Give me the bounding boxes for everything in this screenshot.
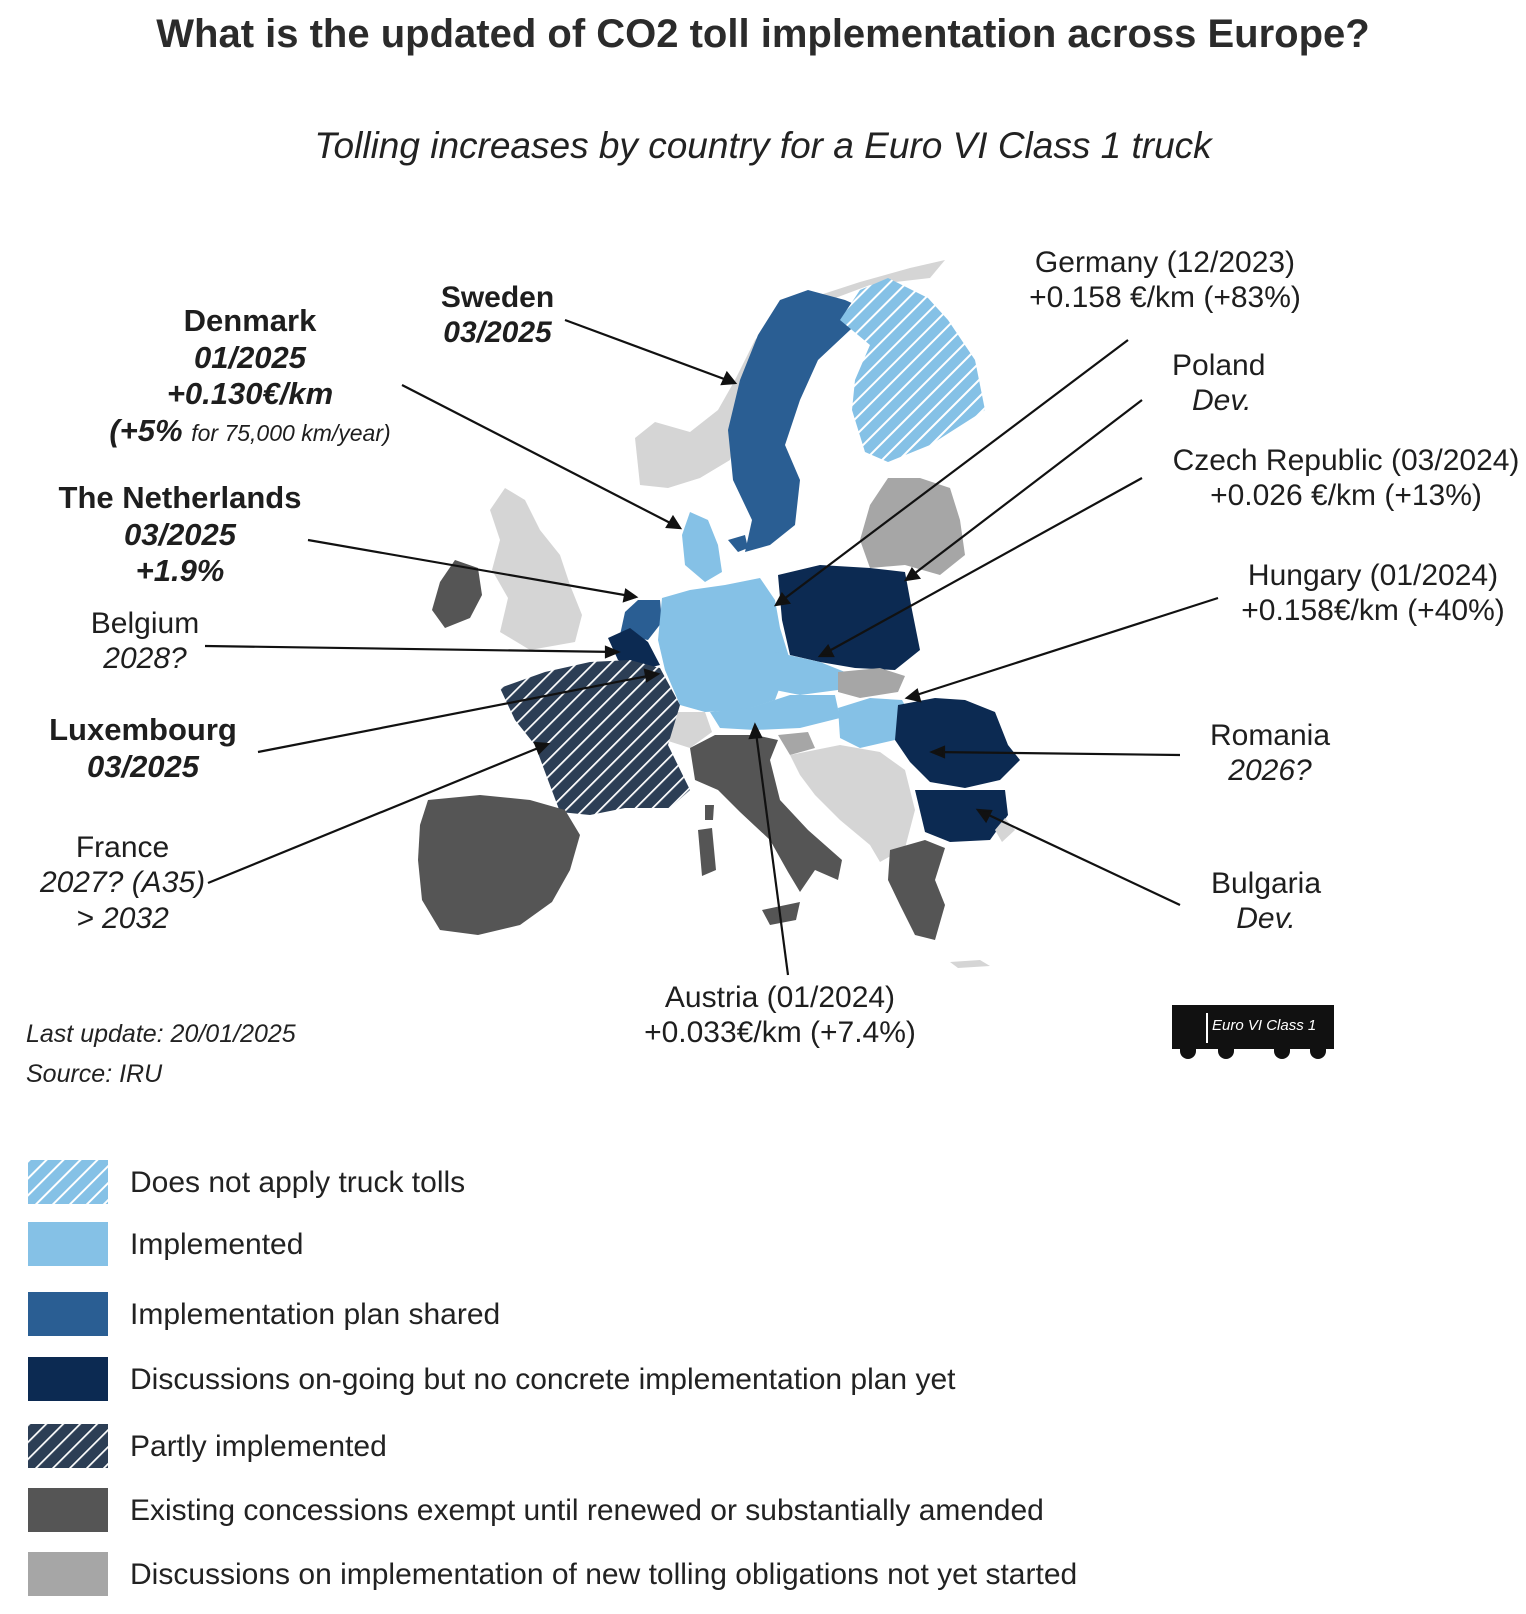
hungary-increase: +0.158€/km (+40%): [1241, 594, 1505, 628]
france-line1: 2027? (A35): [39, 866, 206, 900]
austria-increase: +0.033€/km (+7.4%): [644, 1016, 916, 1050]
denmark-name: Denmark: [183, 303, 317, 338]
bulgaria-shape: [915, 790, 1008, 842]
netherlands-name: The Netherlands: [58, 480, 302, 515]
label-romania: [1200, 718, 1340, 789]
leader-sweden: [565, 320, 735, 383]
greece-shape: [888, 840, 945, 940]
legend-item-no-tolls: [28, 1160, 1428, 1206]
label-poland: [1172, 348, 1312, 419]
legend-swatch-partly: [28, 1424, 108, 1468]
sardinia-shape: [698, 828, 716, 876]
legend-swatch-implemented: [28, 1222, 108, 1266]
bulgaria-date: Dev.: [1236, 902, 1296, 936]
poland-shape: [778, 565, 920, 670]
last-update: Last update: 20/01/2025: [26, 1020, 296, 1048]
source: Source: IRU: [26, 1060, 163, 1088]
label-france: [30, 830, 215, 936]
denmark-note-pct: (+5%: [109, 412, 183, 448]
ireland-shape: [432, 560, 482, 628]
legend-label-no-tolls: Does not apply truck tolls: [130, 1166, 466, 1199]
netherlands-increase: +1.9%: [135, 553, 225, 589]
denmark-islands-shape: [728, 535, 748, 552]
france-shape: [500, 660, 690, 815]
legend-label-concessions: Existing concessions exempt until renewed or substantially amended: [130, 1494, 1044, 1527]
legend-item-partly: [28, 1424, 1428, 1470]
leader-czech: [820, 478, 1142, 656]
legend-swatch-no-tolls: [28, 1160, 108, 1204]
legend-label-plan-shared: Implementation plan shared: [130, 1298, 501, 1331]
denmark-increase: +0.130€/km: [166, 376, 334, 412]
poland-name: Poland: [1172, 349, 1266, 382]
austria-name: Austria (01/2024): [664, 981, 896, 1014]
germany-increase: +0.158 €/km (+83%): [1029, 281, 1301, 315]
czech-name: Czech Republic (03/2024): [1172, 444, 1520, 477]
belgium-date: 2028?: [103, 642, 187, 676]
label-luxembourg: [38, 712, 248, 785]
label-sweden: [425, 280, 570, 351]
leader-bulgaria: [978, 810, 1180, 905]
uk-shape: [490, 488, 582, 650]
finland-shape: [840, 278, 985, 462]
arrow-sweden: [722, 373, 735, 384]
germany-name: Germany (12/2023): [1034, 246, 1296, 279]
legend-label-not-started: Discussions on implementation of new tolling obligations not yet started: [130, 1558, 1078, 1591]
label-netherlands: [50, 480, 310, 590]
truck-icon: [1172, 1005, 1334, 1059]
denmark-note-rest: for 75,000 km/year): [191, 419, 391, 446]
legend-swatch-not-started: [28, 1552, 108, 1596]
page-title: What is the updated of CO2 toll implementation across Europe?: [156, 12, 1370, 56]
czech-increase: +0.026 €/km (+13%): [1210, 479, 1482, 513]
sweden-date: 03/2025: [443, 316, 552, 350]
legend-label-partly: Partly implemented: [130, 1430, 387, 1463]
netherlands-date: 03/2025: [123, 516, 237, 552]
legend-item-concessions: [28, 1488, 1428, 1534]
germany-shape: [658, 578, 790, 712]
romania-date: 2026?: [1228, 754, 1312, 788]
label-hungary: [1228, 558, 1518, 629]
romania-name: Romania: [1209, 719, 1331, 752]
label-czech: [1170, 443, 1522, 514]
luxembourg-date: 03/2025: [86, 748, 200, 784]
romania-shape: [895, 698, 1020, 788]
hungary-name: Hungary (01/2024): [1247, 559, 1499, 592]
label-denmark: [90, 303, 410, 449]
legend-item-implemented: [28, 1222, 1428, 1268]
sweden-name: Sweden: [440, 281, 555, 314]
baltics-shape: [860, 478, 965, 575]
label-belgium: [80, 606, 210, 677]
france-line2: > 2032: [76, 901, 169, 935]
truck-label: Euro VI Class 1: [1212, 1017, 1317, 1034]
arrow-denmark: [667, 517, 680, 528]
belgium-name: Belgium: [90, 607, 200, 640]
arrow-netherlands: [624, 590, 636, 601]
label-germany: [1010, 245, 1320, 316]
legend-label-implemented: Implemented: [130, 1228, 304, 1261]
arrow-hungary: [907, 690, 920, 701]
iberia-shape: [418, 795, 580, 935]
leader-hungary: [907, 598, 1218, 698]
legend-label-discussions: Discussions on-going but no concrete implementation plan yet: [130, 1363, 956, 1396]
legend-swatch-concessions: [28, 1488, 108, 1532]
legend-item-not-started: [28, 1552, 1428, 1598]
denmark-date: 01/2025: [193, 339, 307, 375]
leader-belgium: [205, 646, 618, 652]
page-subtitle: Tolling increases by country for a Euro VI Class 1 truck: [314, 125, 1212, 166]
legend-item-plan-shared: [28, 1292, 1428, 1338]
slovakia-shape: [838, 668, 905, 698]
corsica-shape: [705, 805, 714, 820]
poland-date: Dev.: [1192, 384, 1252, 418]
label-bulgaria: [1196, 866, 1336, 937]
luxembourg-name: Luxembourg: [49, 712, 237, 747]
crete-shape: [950, 960, 990, 968]
denmark-shape: [682, 512, 722, 582]
legend-swatch-discussions: [28, 1357, 108, 1401]
sweden-shape: [728, 290, 872, 552]
label-austria: [630, 980, 930, 1051]
france-name: France: [75, 831, 170, 864]
legend-swatch-plan-shared: [28, 1292, 108, 1336]
legend-item-discussions: [28, 1357, 1428, 1403]
bulgaria-name: Bulgaria: [1210, 867, 1322, 900]
